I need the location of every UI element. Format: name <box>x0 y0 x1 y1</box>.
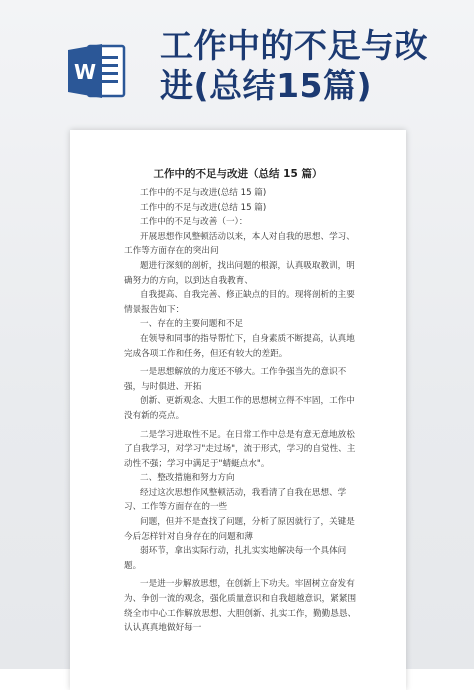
paragraph: 二是学习进取性不足。在日常工作中总是有意无意地放松了自我学习，对学习"走过场"，流于形式，学习的自觉性、主动性不强；学习中满足于"蜻蜓点水"。 <box>124 429 356 469</box>
paragraph: 创新、更新观念、大胆工作的思想树立得不牢固，工作中没有新的亮点。 <box>124 396 355 421</box>
paragraph: 工作中的不足与改进(总结 15 篇) <box>140 202 267 213</box>
cover-title: 工作中的不足与改进(总结15篇) <box>160 26 428 105</box>
word-document-icon <box>66 40 128 102</box>
paragraph: 工作中的不足与改善（一）： <box>140 217 248 228</box>
document-heading: 工作中的不足与改进（总结 15 篇） <box>153 168 323 180</box>
paragraph: 一是进一步解放思想，在创新上下功夫。牢固树立奋发有为、争创一流的观念，强化质量意识和自我超越意识，紧紧围绕全市中心工作解放思想、大胆创新、扎实工作，勤勤恳恳、认认真真地做好每一 <box>124 579 357 634</box>
paragraph: 在领导和同事的指导帮忙下，自身素质不断提高，认真地完成各项工作和任务，但还有较大的差距。 <box>124 333 355 359</box>
paragraph: 自我提高、自我完善、修正缺点的目的。现将剖析的主要情景报告如下： <box>124 290 355 315</box>
paragraph: 一、存在的主要问题和不足 <box>140 319 244 330</box>
document-page <box>70 130 406 690</box>
paragraph: 经过这次思想作风整顿活动，我看清了自我在思想、学习、工作等方面存在的一些 <box>124 487 347 513</box>
document-body <box>124 186 360 636</box>
paragraph: 二、整改措施和努力方向 <box>140 473 235 484</box>
paragraph: 一是思想解放的力度还不够大。工作争强当先的意识不强，与时俱进、开拓 <box>124 367 347 392</box>
paragraph: 问题，但并不是查找了问题，分析了原因就行了，关键是今后怎样针对自身存在的问题和薄 <box>124 517 355 542</box>
word-icon-letter: W <box>73 60 97 84</box>
paragraph: 题进行深刻的剖析，找出问题的根源，认真吸取教训，明确努力的方向，以到达自我教育、 <box>124 260 355 286</box>
paragraph: 开展思想作风整顿活动以来，本人对自我的思想、学习、工作等方面存在的突出问 <box>124 231 355 257</box>
paragraph: 弱环节，拿出实际行动，扎扎实实地解决每一个具体问题。 <box>124 546 347 571</box>
paragraph: 工作中的不足与改进(总结 15 篇) <box>140 188 267 198</box>
